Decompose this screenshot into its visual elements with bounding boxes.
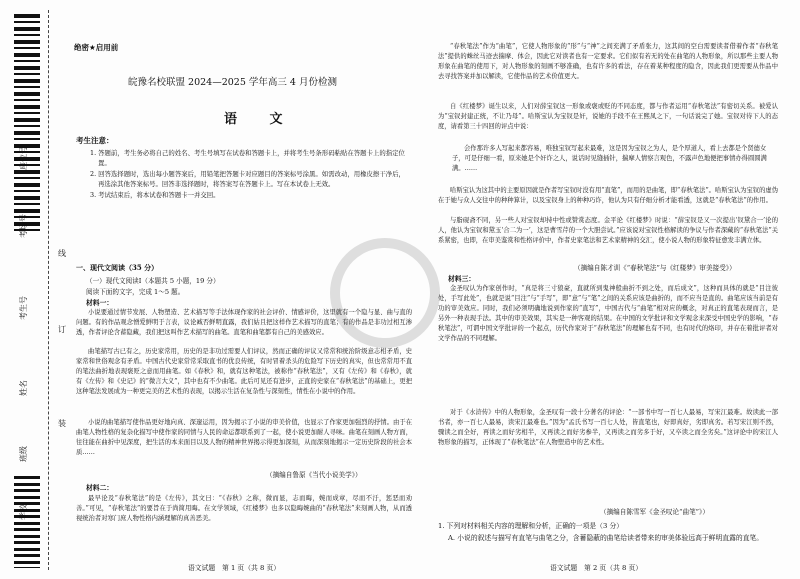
notice-item: 1. 答题前，考生务必将自己的姓名、考生号填写在试卷和答题卡上，并将考生号条形码粘贴在答题卡上的指定位置。 [90,149,405,167]
footer-right: 语文试题 第 2 页（共 8 页） [550,564,643,572]
paragraph: 金圣叹认为作家创作时，“真是将三寸狼豪，直就所到鬼神般曲折不到之处，而后成文”，这种而具体的就是“目注彼处，手写此处”，也就是说“目注”与“手写”，即“意”与“笔”之间的关系应该是曲折的，而不应当是直的。曲笔应该当前是有功的审美效应。同时，我们必须明确地说到作家的“直写”，中国古代与“曲笔”相对应的概念，对真正的直笔表现而言，是另外一种表现手法。其中的审美效果，其实是一种客观的结果。在中国的文学批评和文学观念来深受中国史学的影响，“春秋笔法”，可谓中国文学批评的一个起点，历代作家对于“春秋笔法”的理解也有不同，也有时代的烙印，并存在着批评者对文学作品的不同理解。 [438,285,778,343]
notice-item: 2. 回答选择题时，选出每小题答案后，用铅笔把答题卡对应题目的答案标号涂黑。如需改动，用橡皮擦干净后，再选涂其他答案标号。回答非选择题时，将答案写在答题卡上。写在本试卷上无效。 [90,170,405,188]
subsection-title: （一）现代文阅读Ⅰ（本题共 5 小题，19 分） [86,277,220,285]
question-1: 1. 下列对材料相关内容的理解和分析，正确的一项是（3 分） [438,522,624,530]
notice-heading: 考生注意： [76,136,114,145]
paragraph: 小说要通过情节发展、人物塑造、艺术描写等手法体现作家的社会评价、情感评价，这里就有一个隐与显、曲与直的问题。有的作品观念憎爱鲜明于言表，议论臧否鲜明直露，我们姑且把这样作艺术描写的直笔；有的作品是非功过相互渗透，作者评论含蓄隐藏，我们把这叫作艺术描写的曲笔。直笔和曲笔都有自己的美感效应。 [76,309,412,337]
cut-mark-line: 线 [58,249,66,258]
subject-title: 语 文 [224,112,297,127]
strip-label-school: 学校 [19,504,28,520]
material-three-label: 材料三： [448,275,476,283]
footer-left: 语文试题 第 1 页（共 8 页） [188,564,281,572]
binding-strip [0,0,66,579]
source-citation: （摘编自陈才训《“春秋笔法”与《红楼梦》审美接受》） [574,264,736,272]
strip-label-name: 姓名 [19,380,28,396]
secret-label: 绝密★启用前 [74,43,119,52]
material-two-label: 材料二： [86,484,114,492]
paragraph: 哈斯宝认为这其中的主要原因就是作者写宝钗时没有用“直笔”，而用的是曲笔，即“春秋笔法”。哈斯宝认为宝钗的虚伪在于她与众人交往中的种种算计，以及宝钗身上的种种巧诈，他认为只有仔细分析才能看透，这就是“春秋笔法”的作用。 [438,187,778,205]
barcode-bottom [14,476,40,568]
barcode-top [14,14,40,234]
paragraph: 与脂砚斋不同，另一些人对宝钗却持中性或赞赏态度。金平论《红楼梦》时说：“薛宝钗是又一次提出‘钗黛合一’论的人，他认为宝钗和黛玉‘合二为一’，这是曹雪芹的一个大胆尝试。”应该说对宝钗性格解读的争议与作者深藏的“春秋笔法”关系紧密，也即，在审美鉴赏和性格评价中，作者史家笔法和艺术家精神的交汇，使小说人物的形象特征愈发丰满立体。 [438,217,778,245]
paragraph: 最早论及“春秋笔法”的是《左传》，其文曰：“《春秋》之称，微而显，志而晦，婉而成章，尽而不汙，惩恶而劝善。”可见，“春秋笔法”的要旨在于尚简用晦。在文学领域，《红楼梦》也多以隐晦婉曲的“春秋笔法”来刻画人物，从而透视统治者对寒门庶人物性格内涵理解的真善恶美。 [76,495,412,523]
binding-cut-line [48,10,49,570]
paragraph: 对于《水浒传》中的人物形象，金圣叹有一段十分著名的评论：“一部书中写一百七人最易，写宋江最难。故读此一部书者，亦一百七人最易，读宋江最难也。”因为“孟氏书写一百七人处，皆直笔也，好即真好，劣即真劣。若写宋江则不然，骤读之而全好，再读之而好劣相半，又再读之而好劣参半，又再读之而劣多于好，又卒读之而全劣矣。”这评论中的宋江人物形象的描写，正体现了“春秋笔法”在人物塑造中的艺术性。 [438,409,778,447]
strip-label-seat: 座位号 [19,146,28,170]
source-citation: （摘编自鲁原《当代小说美学》） [266,471,362,479]
quotation: 会作那许多人写起来都容易，唯独宝钗写起来最难，这是因为宝钗之为人，是个厚道人，看上去都是个贤德女子，可是仔细一看，原来她是个奸诈之人，说话时见缝插针，揣摩人情察言观色，不露声色地便把事情办得圆圆满满。…… [452,145,767,173]
question-1-option-a: A. 小说的叙述与描写有直笔与曲笔之分，含蓄隐蔽的曲笔给读者带来的审美体验远高于鲜明直露的直笔。 [448,534,764,542]
section-title: 一、现代文阅读（35 分） [76,263,159,272]
paragraph: 自《红楼梦》诞生以来，人们对薛宝钗这一形象或褒或贬的不同态度，都与作者运用“春秋笔法”有密切关系。被爱认为“宝钗封建正统，不让乃母”。哈斯宝认为宝钗是奸，说她的手段不在王熙凤之下，一句话说完了她。宝钗对待下人的态度，请看第三十四回的评点中说： [438,103,778,131]
strip-label-room: 考场号 [19,214,28,238]
cut-mark-install: 装 [58,419,66,428]
cut-mark-bind: 订 [58,325,66,334]
reading-instruction: 阅读下面的文字，完成 1～5 题。 [86,288,185,296]
strip-label-candidate-number: 考生号 [19,296,28,320]
notice-item: 3. 考试结束后，将本试卷和答题卡一并交回。 [90,191,220,199]
material-one-label: 材料一： [86,299,114,307]
source-citation: （摘编自陈雪军《金圣叹论“曲笔”》） [600,508,709,516]
paragraph: 曲笔描写古已有之，历史家常用，历史的是非功过需要人们评议，然而正确的评议又常常和统治阶级意志相矛盾，史家常和世俗观念有矛盾。中国古代史家常常采取直书的优良传统，有时冒着杀头的危险写下历史的真实，但也常常用不直的笔法曲折地表现褒贬之意而用曲笔。如《春秋》和，就有这种笔法，被称作“春秋笔法”，又有《左传》和《春秋》，就有《左传》和《史记》的“微言大义”，其中也有不少曲笔。此后可见还有进步，正直的史家在“春秋笔法”的基础上，更把这种笔法发展成为一种更完美的艺术性的表现，以揭示生活在复杂性与深刻性，情性在小说中的作用。 [76,348,412,396]
paragraph: 小说的曲笔描写使作品更好地向真、深邃运用，因为揭示了小说的审美价值，也显示了作家更加强烈的抒情。由于在曲笔人物性格的复杂化描写中使作家的同情与人民的命运都联系到了一起，使小说更加耐人寻味。曲笔在刻画人物方面，往往能在曲折中见深度，把生活的本来面目以及人物的精神世界揭示得更加深刻，从而深刻地揭示一定历史阶段的社会本质…… [76,419,412,457]
paragraph: “春秋笔法”作为“曲笔”，它使人物形象的“形”与“神”之间充满了矛盾张力，这其间的空白需要读者借着作者“春秋笔法”提供的蛛丝马迹去揣摩、体会，因此它对读者也有一定要求。它们似有若无的处在曲笔的人物形象，所以那些主要人物形象在曲笔的使用下，对人物形象的刻画不够准确，也有许多的看法，存在着某种程度的隐含，因此我们更需要从作品中去寻找答案并加以解读，它使作品的艺术价值更大。 [438,43,778,81]
strip-label-class: 班级 [19,446,28,462]
exam-title: 皖豫名校联盟 2024—2025 学年高三 4 月份检测 [128,77,337,88]
notice-list [90,148,410,201]
watermark-circle [330,238,440,348]
